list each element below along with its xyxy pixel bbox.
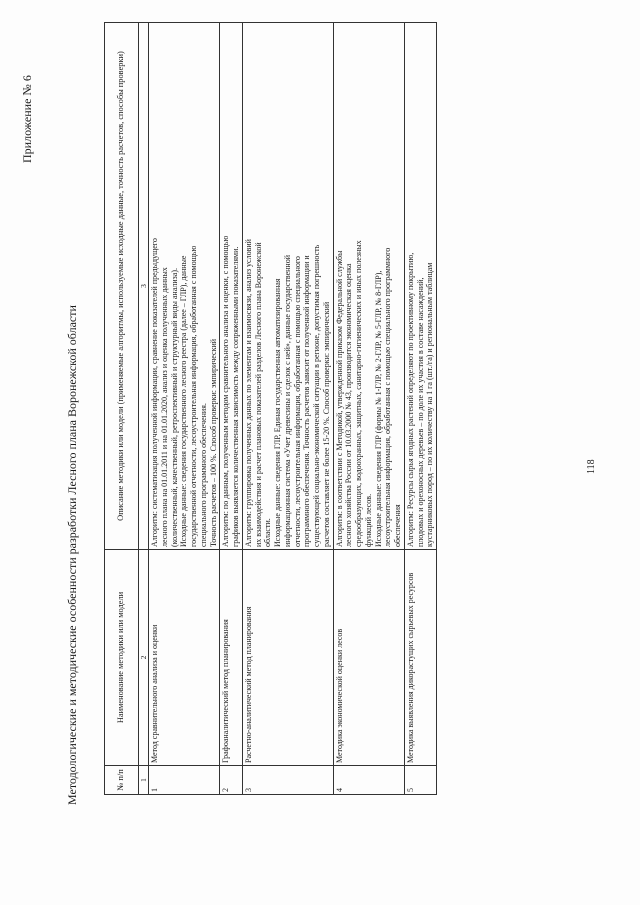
description-line: Исходные данные: сведения ГЛР (формы № 1-ГЛР, № 2-ГЛР, № 5-ГЛР, № 8-ГЛР),: [373, 270, 383, 547]
column-index-row: [139, 23, 149, 795]
table-row: [220, 23, 243, 795]
method-description: [149, 23, 220, 550]
header-number: № п/п: [105, 766, 139, 795]
method-name: Методика выявления дикорастущих сырьевых ресурсов: [404, 550, 436, 766]
description-line: Исходные данные: сведения государственного лесного реестра (далее – ГЛР), данные: [179, 255, 189, 547]
method-description: [404, 23, 436, 550]
column-index: 3: [139, 23, 149, 550]
method-name: Графоаналитический метод планирования: [220, 550, 243, 766]
header-method-name: Наименование методики или модели: [105, 550, 139, 766]
column-index: 1: [139, 766, 149, 795]
method-description: [333, 23, 404, 550]
description-line: существующей социально-экономической ситуации в регионе, допустимая погрешность: [312, 244, 322, 547]
description-line: функций лесов.: [363, 493, 373, 547]
table-header-row: [105, 23, 139, 795]
description-line: государственной отчетности, лесоустроительная информация, обработанная с помощью: [189, 245, 199, 547]
row-number: 1: [149, 766, 220, 795]
description-line: средообразующих, водоохранных, защитных, санитарно-гигиенических и иных полезных: [354, 240, 364, 547]
description-line: Алгоритм: систематизация полученной информации, сравнение показателей предыдущего: [150, 238, 160, 547]
appendix-label: Приложение № 6: [20, 75, 34, 163]
document-title: Методологические и методические особенности разработки Лесного плана Воронежской области: [65, 305, 79, 805]
description-line: обеспечения: [393, 504, 403, 547]
description-line: Алгоритм: группировка полученных данных по элементам и взаимосвязи, анализ условий: [243, 239, 253, 547]
description-line: Алгоритм: Ресурсы сырья ягодных растений определяют по проективному покрытию,: [405, 252, 415, 547]
table-row: [242, 23, 333, 795]
methods-table: [104, 22, 437, 795]
description-line: расчетов составляет не более 15-20 %. Способ проверки: эмпирический: [321, 301, 331, 547]
method-name: Методика экономической оценки лесов: [333, 550, 404, 766]
table-row: [333, 23, 404, 795]
header-method-description: Описание методики или модели (применяемые алгоритмы, используемые исходные данные, точность расчетов, способы проверки): [105, 23, 139, 550]
method-name: Метод сравнительного анализа и оценки: [149, 550, 220, 766]
description-line: графиков выявляется количественная зависимость между сопряженными показателями.: [231, 246, 241, 547]
description-line: лесного хозяйства России от 10.03.2000 № 43, производится экономическая оценка: [344, 263, 354, 547]
description-line: лесоустроительная информация, обработанная с помощью специального программного: [383, 247, 393, 547]
description-line: информационная система «Учет древесины и сделок с ней», данные государственной: [282, 255, 292, 547]
description-line: (количественный, качественный, ретроспективный и структурный виды анализа).: [169, 268, 179, 547]
method-description: [242, 23, 333, 550]
column-index: 2: [139, 550, 149, 766]
description-line: Алгоритм: в соответствии с Методикой, утвержденной приказом Федеральной службы: [334, 250, 344, 547]
row-number: 2: [220, 766, 243, 795]
description-line: Исходные данные: сведения ГЛР, Единая государственная автоматизированная: [273, 278, 283, 547]
table-row: [149, 23, 220, 795]
description-line: плодовых и орехоносных деревьев – по доле их участия в составе насаждений,: [415, 277, 425, 547]
description-line: их взаимодействия и расчет плановых показателей разделов Лесного плана Воронежской: [253, 242, 263, 547]
description-line: Точность расчетов – 100 %. Способ проверки: эмпирический: [208, 338, 218, 547]
description-line: Алгоритм: по данным, полученным методом сравнительного анализа и оценки, с помощью: [221, 235, 231, 547]
method-name: Расчетно-аналитический метод планирования: [242, 550, 333, 766]
description-line: лесного плана на 01.01.2011 и на 01.01.2020, анализ и оценка полученных данных: [159, 267, 169, 547]
description-line: области.: [263, 518, 273, 547]
table-row: [404, 23, 436, 795]
description-line: кустарниковых пород – по их количеству на 1 га (шт./га) и региональным таблицам: [425, 262, 435, 547]
row-number: 4: [333, 766, 404, 795]
page-number: 118: [586, 459, 597, 474]
row-number: 5: [404, 766, 436, 795]
description-line: отчетности, лесоустроительная информация, обработанная с помощью специального: [292, 256, 302, 547]
row-number: 3: [242, 766, 333, 795]
description-line: программного обеспечения. Точность расчетов зависит от полученной информации и: [302, 255, 312, 547]
method-description: [220, 23, 243, 550]
description-line: специального программного обеспечения.: [198, 403, 208, 547]
